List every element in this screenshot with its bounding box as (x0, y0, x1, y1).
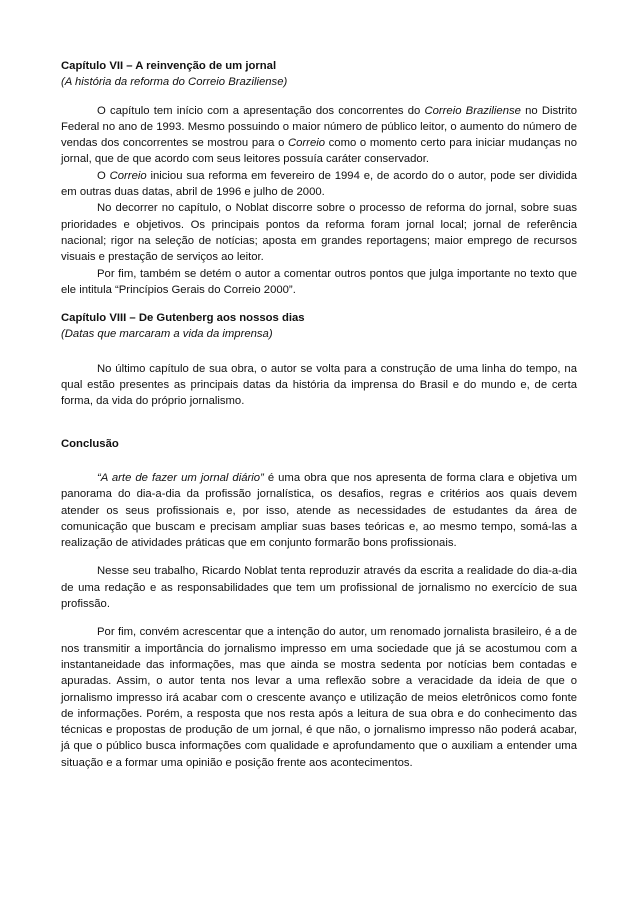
text-span: como o momento certo para iniciar mudanças no jornal, que de que acordo com seus leitores possuía caráter conservador. (61, 137, 577, 166)
newspaper-name: Correio (109, 169, 147, 182)
chapter-7-subtitle: (A história da reforma do Correio Braziliense) (61, 76, 288, 89)
text-span: no Distrito Federal no ano de 1993. Mesmo possuindo o maior número de público leitor, o aumento do número de vendas dos concorrentes se mostrou para o (61, 104, 577, 150)
text-span: iniciou sua reforma em fevereiro de 1994 e, de acordo do o autor, pode ser dividida em outras duas datas, abril de 1996 e julho de 2000. (61, 169, 577, 199)
conclusion-title: Conclusão (61, 437, 119, 450)
text-span: O (97, 169, 110, 182)
chapter-8-title: Capítulo VIII – De Gutenberg aos nossos dias (61, 312, 305, 325)
chapter-8-subtitle: (Datas que marcaram a vida da imprensa) (61, 328, 273, 341)
conclusion-paragraph-3: Por fim, convém acrescentar que a intenção do autor, um renomado jornalista brasileiro, é a de nos transmitir a importância do jornalismo impresso em uma sociedade que já se acostumou com a instantaneidade das informações, mas que ainda se mostra sedenta por notícias bem contadas e apuradas. Assim, o autor tenta nos levar a uma reflexão sobre a veracidade da ideia de que o jornalismo impresso irá acabar com o crescente avanço e utilização de meios eletrônicos como fonte de informações. Porém, a resposta que nos resta após a leitura de sua obra e do conhecimento das técnicas e propostas de produção de um jornal, é que não, o jornalismo impresso não poderá acabar, já que o público busca informações com qualidade e aprofundamento que o auxiliam a entender uma situação e a formar uma opinião e posição frente aos acontecimentos. (61, 626, 577, 769)
chapter-7-paragraph-2 (61, 168, 577, 201)
chapter-7-title: Capítulo VII – A reinvenção de um jornal (61, 60, 277, 72)
chapter-7-paragraph-1 (61, 103, 577, 168)
text-span: é uma obra que nos apresenta de forma clara e objetiva um panorama do dia-a-dia da profissão jornalística, os desafios, regras e critérios aos quais devem atender os seus profissionais e, por isso, atende as necessidades de estudantes da área de comunicação que buscam e precisam ampliar suas bases teóricas e, ao mesmo tempo, somá-las a realização de atividades práticas que em conjunto formarão bons profissionais. (61, 471, 578, 550)
chapter-7-paragraph-4: Por fim, também se detém o autor a comentar outros pontos que julga importante no texto que ele intitula “Princípios Gerais do Correio 2000”. (61, 267, 577, 296)
book-title: “A arte de fazer um jornal diário” (97, 471, 264, 484)
chapter-8-paragraph-1: No último capítulo de sua obra, o autor se volta para a construção de uma linha do tempo, na qual estão presentes as principais datas da história da imprensa do Brasil e do mundo e, de certa forma, da vida do próprio jornalismo. (61, 362, 577, 408)
newspaper-name: Correio (287, 137, 326, 150)
document-page (61, 58, 577, 771)
newspaper-name: Correio Braziliense (424, 104, 521, 117)
conclusion-paragraph-1 (61, 470, 577, 551)
chapter-7-paragraph-3: No decorrer no capítulo, o Noblat discorre sobre o processo de reforma do jornal, sobre suas prioridades e objetivos. Os principais pontos da reforma foram jornal local; jornal de referência nacional; rigor na seleção de notícias; aposta em grandes reportagens; maior emprego de recursos visuais e prestação de serviços ao leitor. (61, 202, 577, 264)
text-span: O capítulo tem início com a apresentação dos concorrentes do (97, 104, 425, 117)
conclusion-paragraph-2: Nesse seu trabalho, Ricardo Noblat tenta reproduzir através da escrita a realidade do dia-a-dia de uma redação e as responsabilidades que tem um profissional de jornalismo no exercício de sua profissão. (61, 565, 577, 611)
